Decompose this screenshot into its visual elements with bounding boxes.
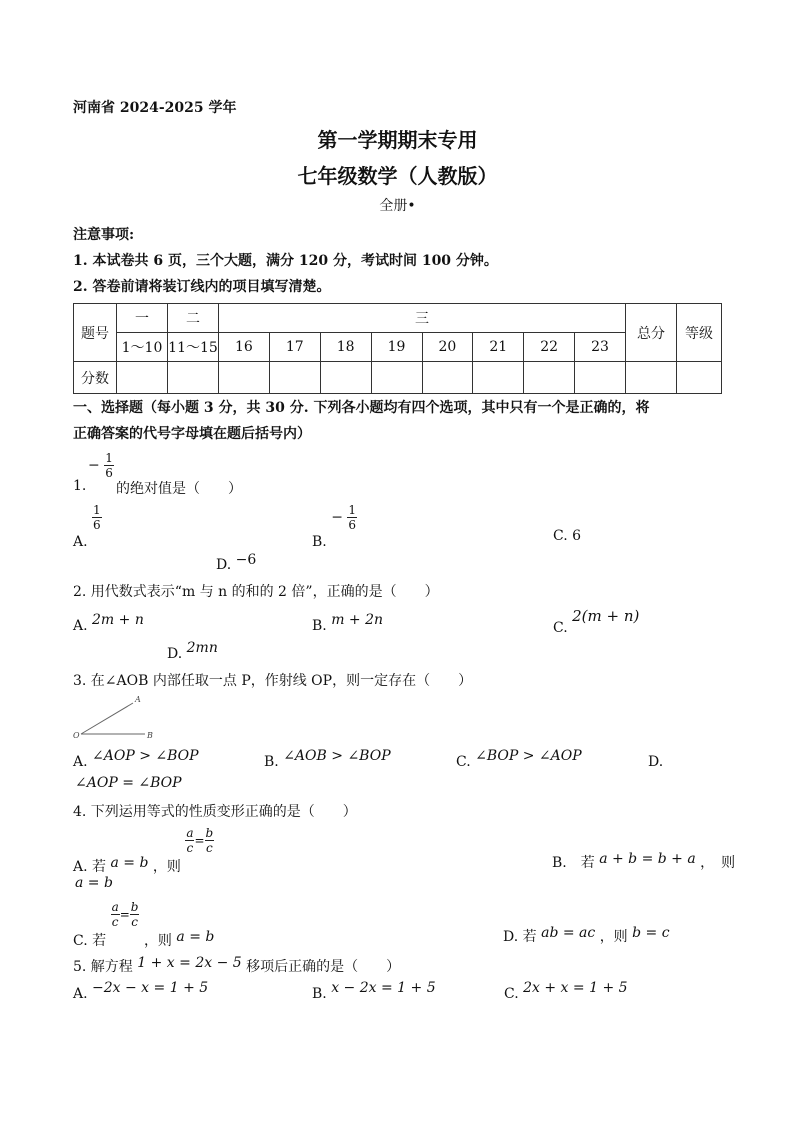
q3-option-a: [73, 748, 199, 770]
then-word: ， 则: [700, 855, 736, 871]
frac-b-over-c: [205, 826, 215, 855]
q1-b-frac: [347, 503, 357, 532]
exam-title-2: 七年级数学（人教版）: [297, 164, 498, 188]
q5-option-c: [504, 980, 628, 1002]
question-19: 19: [371, 333, 422, 362]
score-cell: [677, 362, 722, 394]
range-2: 11～15: [168, 333, 219, 362]
q1-option-b: [312, 503, 357, 550]
q1-frac-sign: −: [88, 457, 100, 474]
q2-stem: 2. 用代数式表示“m 与 n 的和的 2 倍”，正确的是（ ）: [73, 584, 439, 600]
grade-header: 等级: [677, 304, 722, 362]
frac-den: 6: [348, 518, 357, 532]
option-value: 2mn: [186, 640, 218, 656]
option-value: ∠BOP > ∠AOP: [475, 748, 582, 764]
question-16: 16: [219, 333, 270, 362]
q4-option-c: [73, 900, 215, 949]
result: b = c: [632, 925, 670, 941]
option-label: B.: [312, 533, 327, 550]
question-20: 20: [422, 333, 473, 362]
q4-stem: 4. 下列运用等式的性质变形正确的是（ ）: [73, 804, 357, 820]
score-table: [73, 303, 722, 394]
frac-a-over-c: [111, 900, 120, 929]
q4-option-d: [503, 922, 670, 945]
minus-sign: −: [331, 509, 343, 526]
option-label: A.: [73, 533, 88, 550]
q1-option-c: C. 6: [553, 528, 582, 544]
condition: ab = ac: [541, 925, 596, 941]
option-prefix: B. 若: [552, 855, 595, 871]
row-label: 题号: [74, 304, 117, 362]
score-cell: [473, 362, 524, 394]
region-line: 河南省 2024-2025 学年: [73, 100, 237, 116]
frac-num: b: [205, 826, 214, 840]
score-cell: [269, 362, 320, 394]
then-word: ，则: [143, 932, 172, 949]
q1-stem-text: 的绝对值是（ ）: [116, 481, 242, 497]
option-label: D.: [167, 646, 183, 662]
option-label: B.: [312, 986, 327, 1002]
question-17: 17: [269, 333, 320, 362]
q4-option-b-result: a = b: [75, 875, 113, 891]
condition: a = b: [110, 854, 149, 871]
option-value: ∠AOP > ∠BOP: [92, 748, 199, 764]
q3-option-b: [264, 748, 391, 770]
score-cell: [524, 362, 575, 394]
q1-frac-num: 1: [105, 451, 113, 465]
q2-option-b: [312, 612, 384, 634]
frac-den: c: [131, 915, 138, 929]
section1-heading-line2: 正确答案的代号字母填在题后括号内）: [73, 426, 311, 442]
q3-angle-figure: [73, 690, 163, 740]
frac-den: c: [111, 915, 119, 929]
score-cell: [168, 362, 219, 394]
score-cell: [371, 362, 422, 394]
q1-frac: [104, 451, 114, 480]
score-cell: [422, 362, 473, 394]
equals: =: [194, 833, 205, 848]
frac-num: b: [130, 900, 139, 914]
q4-option-a: [73, 826, 214, 875]
q1-frac-den: 6: [105, 466, 113, 480]
q5-option-a: [73, 980, 209, 1002]
q1-a-frac: [92, 503, 102, 532]
q2-option-d: [167, 640, 218, 662]
option-prefix: C. 若: [73, 932, 107, 949]
q2-option-a: [73, 612, 144, 634]
score-label: 分数: [74, 362, 117, 394]
option-value: 2x + x = 1 + 5: [523, 980, 628, 996]
section-2-header: 二: [168, 304, 219, 333]
fig-label-a: A: [135, 695, 141, 704]
score-cell: [320, 362, 371, 394]
stem-prefix: 5. 解方程: [73, 959, 133, 975]
q3-option-d-label: D.: [648, 754, 664, 770]
frac-num: a: [111, 900, 119, 914]
q5-option-b: [312, 980, 436, 1002]
option-prefix: D. 若: [503, 929, 537, 945]
option-label: C.: [553, 620, 568, 636]
section-3-header: 三: [219, 304, 626, 333]
q2-option-c: [553, 607, 640, 636]
score-cell: [575, 362, 626, 394]
notice-heading: 注意事项:: [73, 227, 135, 243]
option-value: x − 2x = 1 + 5: [331, 980, 436, 996]
score-cell: [626, 362, 677, 394]
frac-den: c: [206, 841, 213, 855]
option-label: D.: [216, 557, 232, 573]
option-value: 2m + n: [92, 612, 144, 628]
score-cell: [117, 362, 168, 394]
score-cell: [219, 362, 270, 394]
option-label: B.: [264, 754, 279, 770]
question-23: 23: [575, 333, 626, 362]
option-label: B.: [312, 618, 327, 634]
option-value: −2x − x = 1 + 5: [92, 980, 209, 996]
option-value: ∠AOB > ∠BOP: [283, 748, 391, 764]
equals: =: [119, 907, 130, 922]
equation: 1 + x = 2x − 5: [137, 955, 242, 971]
range-1: 1～10: [117, 333, 168, 362]
then-word: ，则: [599, 929, 628, 945]
frac-den: c: [186, 841, 194, 855]
question-18: 18: [320, 333, 371, 362]
q5-stem: [73, 952, 401, 975]
q3-option-c: [456, 748, 582, 770]
option-value: −6: [235, 552, 257, 568]
q3-option-d-value: ∠AOP = ∠BOP: [75, 775, 182, 791]
frac-num: a: [186, 826, 194, 840]
option-label: C.: [456, 754, 471, 770]
fig-label-o: O: [73, 731, 80, 740]
exam-title-1: 第一学期期末专用: [317, 128, 478, 152]
option-value: 2(m + n): [572, 607, 640, 625]
option-label: A.: [73, 754, 88, 770]
fig-label-b: B: [147, 731, 153, 740]
option-value: m + 2n: [331, 612, 384, 628]
notice-item-2: 2. 答卷前请将装订线内的项目填写清楚。: [73, 279, 331, 295]
frac-den: 6: [93, 518, 101, 532]
q4-option-b: [552, 848, 736, 871]
question-22: 22: [524, 333, 575, 362]
scope-text: 全册•: [379, 198, 416, 214]
section1-heading-line1: 一、选择题（每小题 3 分，共 30 分. 下列各小题均有四个选项，其中只有一个是正确的，将: [73, 400, 650, 416]
stem-suffix: 移项后正确的是（ ）: [246, 959, 401, 975]
result: a = b: [176, 928, 215, 945]
question-21: 21: [473, 333, 524, 362]
total-header: 总分: [626, 304, 677, 362]
option-label: A.: [73, 986, 88, 1002]
then-word: ，则: [152, 858, 181, 875]
q3-stem: 3. 在∠AOB 内部任取一点 P，作射线 OP，则一定存在（ ）: [73, 673, 473, 689]
option-label: C.: [504, 986, 519, 1002]
q1-option-d: [216, 552, 257, 573]
option-prefix: A. 若: [73, 858, 107, 875]
frac-num: 1: [348, 503, 357, 517]
condition: a + b = b + a: [599, 851, 696, 867]
q1-option-a: [73, 503, 102, 550]
q1-number: 1.: [73, 478, 87, 494]
q1-fraction: [88, 451, 114, 480]
frac-b-over-c: [130, 900, 140, 929]
notice-item-1: 1. 本试卷共 6 页，三个大题，满分 120 分，考试时间 100 分钟。: [73, 253, 498, 269]
option-label: A.: [73, 618, 88, 634]
section-1-header: 一: [117, 304, 168, 333]
frac-num: 1: [93, 503, 101, 517]
